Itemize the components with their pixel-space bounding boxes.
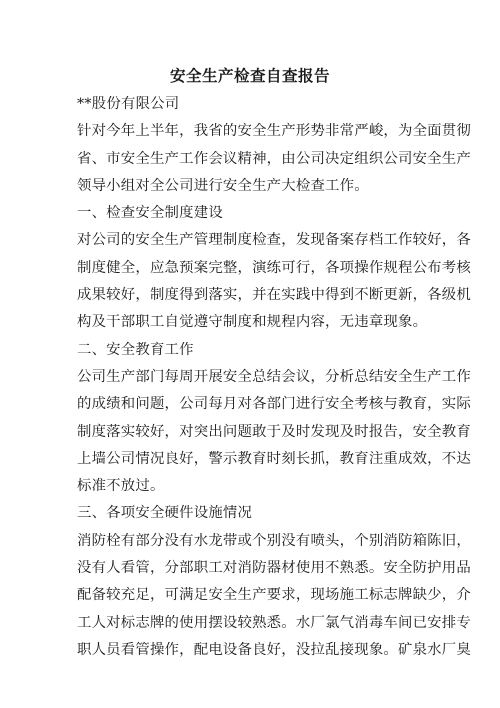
section1-line: 构及干部职工自觉遵守制度和规程内容，无违章现象。 [77,314,428,331]
section1-line: 对公司的安全生产管理制度检查，发现备案存档工作较好，各 [77,232,471,249]
section1-line: 制度健全，应急预案完整，演练可行，各项操作规程公布考核 [77,259,471,276]
company-name: **股份有限公司 [77,96,180,112]
intro-line: 领导小组对全公司进行安全生产大检查工作。 [77,177,369,194]
section2-line: 上墙公司情况良好，警示教育时刻长抓，教育注重成效，不达 [77,450,471,467]
section3-line: 没有人看管，分部职工对消防器材使用不熟悉。安全防护用品 [77,560,471,577]
section3-line: 消防栓有部分没有水龙带或个别没有喷头，个别消防箱陈旧， [77,532,471,549]
section-heading-2: 二、安全教育工作 [77,341,194,358]
document-title: 安全生产检查自查报告 [169,66,330,85]
section2-line: 的成绩和问题，公司每月对各部门进行安全考核与教育，实际 [77,396,471,413]
section1-line: 成果较好，制度得到落实，并在实践中得到不断更新，各级机 [77,287,471,304]
intro-line: 省、市安全生产工作会议精神，由公司决定组织公司安全生产 [77,150,471,167]
section2-line: 制度落实较好，对突出问题敢于及时发现及时报告，安全教育 [77,423,471,440]
section2-line: 公司生产部门每周开展安全总结会议，分析总结安全生产工作 [77,368,471,385]
section3-line: 配备较充足，可满足安全生产要求，现场施工标志牌缺少，介 [77,587,471,604]
section-heading-1: 一、检查安全制度建设 [77,205,223,222]
intro-line: 针对今年上半年，我省的安全生产形势非常严峻，为全面贯彻 [77,123,471,140]
section-heading-3: 三、各项安全硬件设施情况 [77,505,253,522]
document-body [77,91,471,664]
section3-line: 工人对标志牌的使用摆设较熟悉。水厂氯气消毒车间已安排专 [77,614,471,631]
section3-line: 职人员看管操作，配电设备良好，没拉乱接现象。矿泉水厂臭 [77,641,471,658]
section2-line: 标准不放过。 [77,478,165,495]
